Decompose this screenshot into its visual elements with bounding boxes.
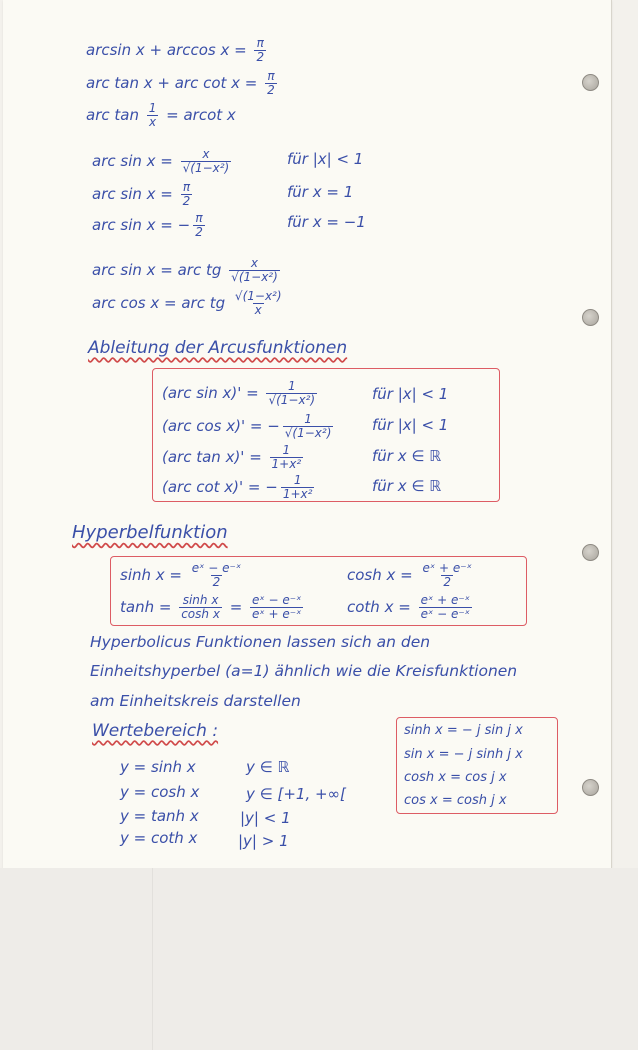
tanh-definition	[120, 594, 306, 621]
punch-hole	[582, 544, 599, 561]
numerator: eˣ − e⁻ˣ	[191, 561, 242, 575]
range-heading	[92, 722, 218, 740]
heading-text: Wertebereich :	[92, 721, 219, 741]
condition: für x = −1	[287, 213, 366, 231]
identity-text: arc tan x + arc cot x =	[86, 74, 263, 92]
numerator: 1	[304, 412, 312, 426]
paragraph-line: Hyperbolicus Funktionen lassen sich an den	[90, 633, 431, 651]
fraction	[179, 594, 222, 621]
arcsin-case-1	[92, 148, 234, 175]
paragraph-line: am Einheitskreis darstellen	[90, 692, 301, 710]
fraction	[193, 212, 205, 239]
denominator: √(1−x²)	[284, 426, 332, 440]
numerator: π	[267, 69, 275, 83]
expression: arc sin x = arc tg	[92, 261, 227, 279]
numerator: π	[256, 36, 264, 50]
fraction	[265, 70, 277, 97]
numerator: 1	[148, 101, 157, 115]
expression: tanh =	[120, 598, 177, 616]
identity-arctan-arccot	[86, 70, 280, 97]
identity-text: arc tan	[86, 106, 144, 124]
numerator: π	[182, 180, 191, 194]
punch-hole	[582, 74, 599, 91]
expression: (arc tan x)' =	[162, 448, 267, 466]
fraction	[147, 102, 159, 129]
range-value: y ∈ [+1, +∞[	[246, 785, 346, 803]
complex-relation: cos x = cosh j x	[404, 793, 507, 808]
expression: (arc sin x)' =	[162, 384, 264, 402]
condition: für x = 1	[287, 183, 354, 201]
cosh-definition	[347, 562, 477, 589]
fraction	[181, 181, 193, 208]
expression: coth x =	[347, 598, 416, 616]
fraction	[283, 413, 334, 440]
arcsin-case-3	[92, 212, 208, 239]
arcsin-case-2	[92, 181, 195, 208]
fraction	[281, 474, 315, 501]
numerator: eˣ − e⁻ˣ	[252, 593, 302, 607]
heading-text: Hyperbelfunktion	[72, 522, 228, 543]
fraction	[270, 444, 304, 471]
numerator: eˣ + e⁻ˣ	[420, 593, 470, 607]
condition: für x ∈ ℝ	[372, 477, 442, 495]
denominator: 2	[443, 575, 452, 589]
expression: sinh x =	[120, 566, 187, 584]
coth-definition	[347, 594, 475, 621]
numerator: π	[195, 211, 203, 225]
numerator: 1	[287, 379, 296, 393]
numerator: √(1−x²)	[234, 289, 282, 303]
condition: für |x| < 1	[372, 416, 449, 434]
derivative-arcsin	[162, 380, 320, 407]
background-surface	[0, 868, 638, 1050]
identity-text: = arcot x	[161, 106, 236, 124]
range-function: y = coth x	[120, 829, 198, 847]
denominator: eˣ − e⁻ˣ	[420, 607, 470, 621]
numerator: x	[250, 256, 259, 270]
arcsin-arctg-relation	[92, 257, 283, 284]
numerator: 1	[282, 443, 291, 457]
equals-sign: =	[224, 598, 248, 616]
expression: arc sin x =	[92, 152, 178, 170]
derivative-arccos	[162, 413, 336, 440]
condition: für |x| < 1	[372, 385, 449, 403]
numerator: sinh x	[182, 593, 219, 607]
fraction	[250, 594, 303, 621]
denominator: 2	[267, 83, 275, 97]
denominator: x	[254, 303, 262, 317]
sinh-definition	[120, 562, 246, 589]
expression: (arc cot x)' = −	[162, 478, 278, 496]
hyperbel-heading	[72, 524, 228, 542]
denominator: x	[149, 115, 157, 129]
heading-text: Ableitung der Arcusfunktionen	[88, 338, 348, 358]
fraction	[233, 290, 284, 317]
derivatives-heading	[88, 339, 347, 357]
range-value: |y| > 1	[238, 832, 289, 850]
fraction	[254, 37, 266, 64]
fraction	[266, 380, 317, 407]
fraction	[190, 562, 243, 589]
surface-seam	[152, 868, 153, 1050]
punch-hole	[582, 779, 599, 796]
derivative-arccot	[162, 474, 317, 501]
identity-text: arcsin x + arccos x =	[86, 41, 252, 59]
expression: arc sin x = −	[92, 216, 191, 234]
range-function: y = tanh x	[120, 807, 199, 825]
complex-relation: sin x = − j sinh j x	[404, 747, 523, 762]
complex-relation: cosh x = cos j x	[404, 770, 507, 785]
denominator: 2	[182, 194, 191, 208]
fraction	[181, 148, 232, 175]
condition: für x ∈ ℝ	[372, 447, 442, 465]
denominator: √(1−x²)	[268, 393, 316, 407]
fraction	[229, 257, 280, 284]
punch-hole	[582, 309, 599, 326]
numerator: x	[202, 147, 210, 161]
paragraph-line: Einheitshyperbel (a=1) ähnlich wie die Kreisfunktionen	[90, 662, 518, 680]
expression: cosh x =	[347, 566, 418, 584]
range-function: y = sinh x	[120, 758, 196, 776]
derivative-arctan	[162, 444, 306, 471]
arccos-arctg-relation	[92, 290, 287, 317]
fraction	[421, 562, 474, 589]
denominator: 2	[256, 50, 265, 64]
denominator: √(1−x²)	[182, 161, 230, 175]
expression: arc cos x = arc tg	[92, 294, 230, 312]
identity-arcsin-arccos	[86, 37, 269, 64]
range-function: y = cosh x	[120, 783, 200, 801]
identity-arctan-inverse	[86, 102, 236, 129]
denominator: 1+x²	[271, 457, 302, 471]
denominator: √(1−x²)	[231, 270, 278, 284]
denominator: 2	[212, 575, 221, 589]
condition: für |x| < 1	[287, 150, 364, 168]
range-value: y ∈ ℝ	[246, 758, 290, 776]
denominator: 2	[195, 225, 203, 239]
denominator: eˣ + e⁻ˣ	[252, 607, 302, 621]
fraction	[419, 594, 472, 621]
denominator: 1+x²	[282, 487, 313, 501]
range-value: |y| < 1	[240, 809, 291, 827]
expression: (arc cos x)' = −	[162, 417, 280, 435]
numerator: eˣ + e⁻ˣ	[422, 561, 472, 575]
complex-relation: sinh x = − j sin j x	[404, 723, 523, 738]
expression: arc sin x =	[92, 185, 178, 203]
denominator: cosh x	[181, 607, 220, 621]
numerator: 1	[293, 473, 302, 487]
